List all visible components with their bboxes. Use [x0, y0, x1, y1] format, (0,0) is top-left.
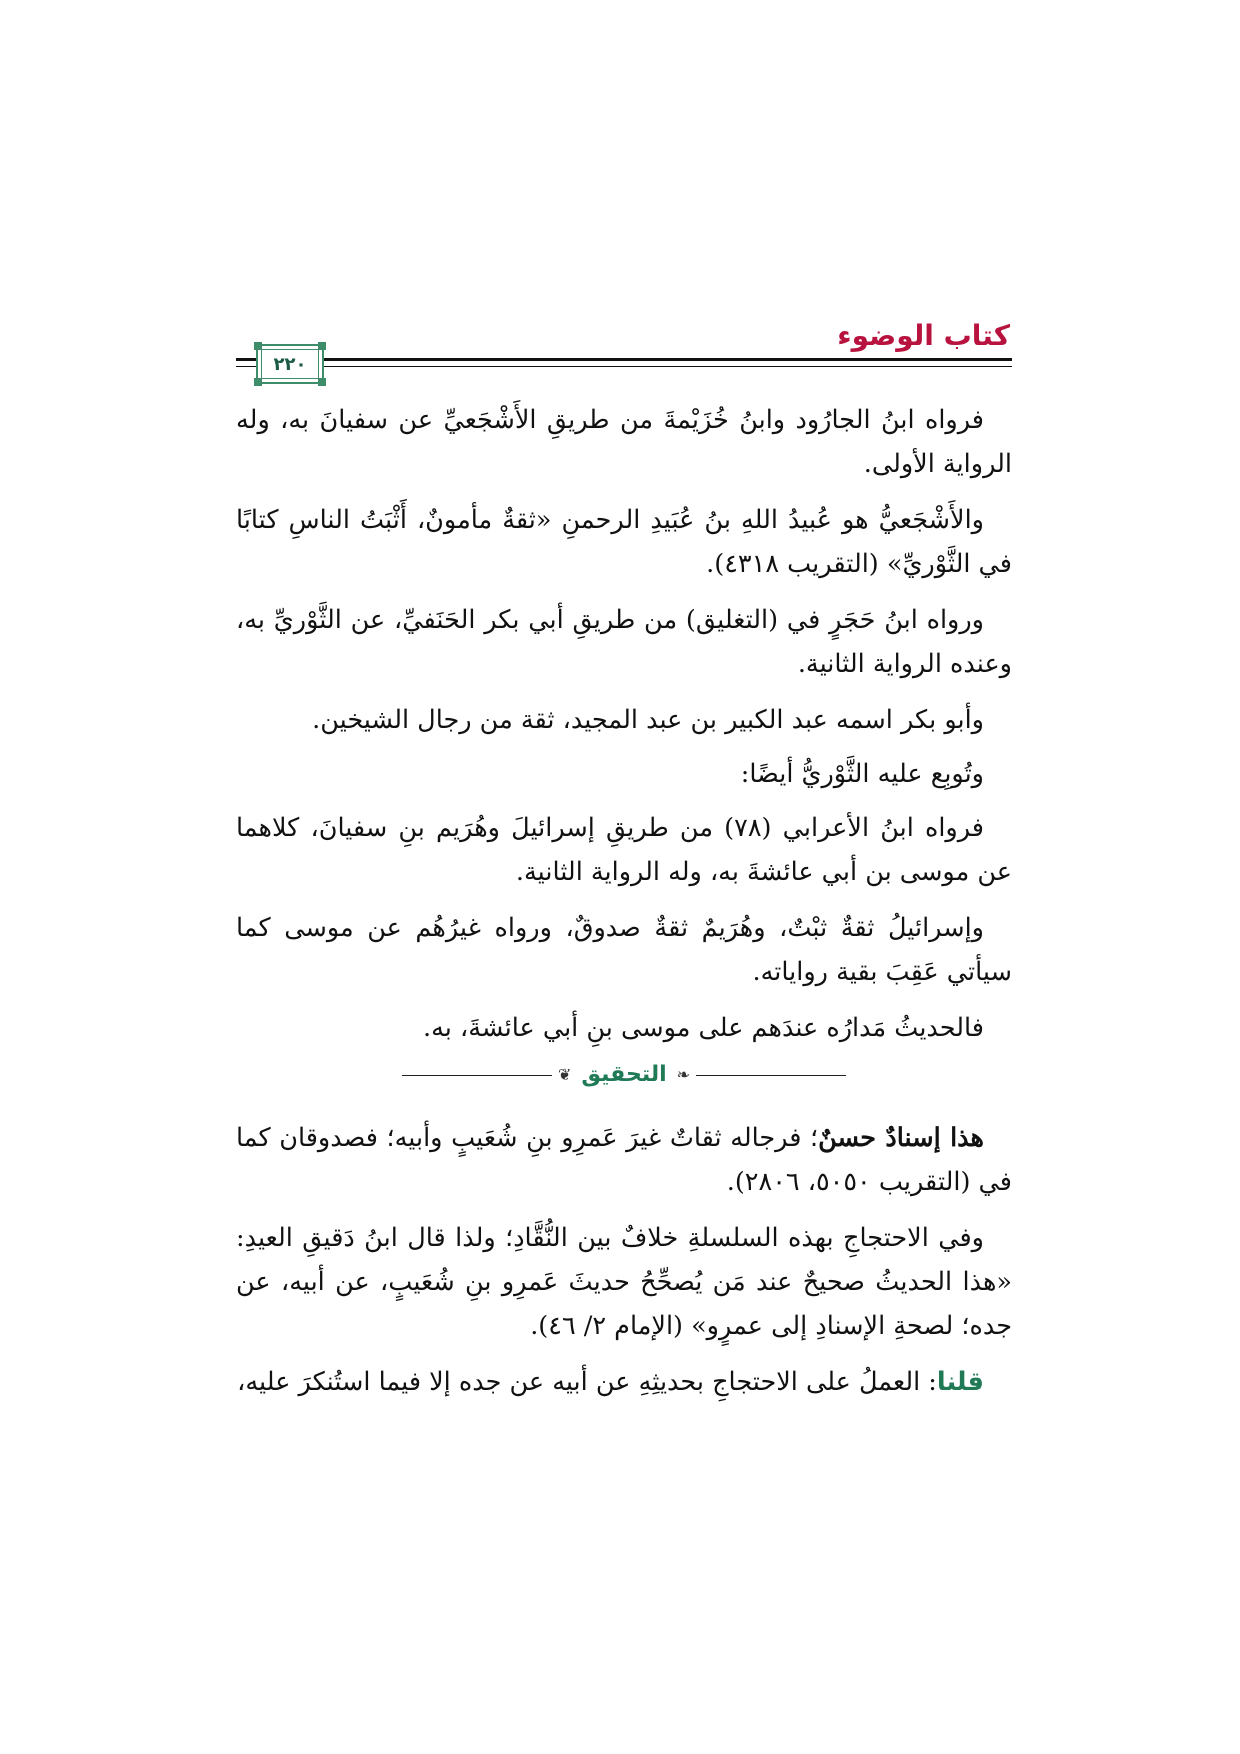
- tahqiq-paragraph: [236, 1360, 1012, 1404]
- divider-line: [402, 1075, 552, 1076]
- paragraph: وتُوبِع عليه الثَّوْريُّ أيضًا:: [740, 759, 984, 789]
- flourish-icon: ❦: [557, 1065, 572, 1084]
- section-heading: التحقيق: [581, 1062, 667, 1087]
- tahqiq-paragraph: وفي الاحتجاجِ بهذه السلسلةِ خلافٌ بين النُّقَّادِ؛ ولذا قال ابنُ دَقيقِ العيدِ: «هذا الحديثُ صحيحٌ عند مَن يُصحِّحُ حديثَ عَمرِو بنِ شُعَيبٍ، عن أبيه، عن جده؛ لصحةِ الإسنادِ إلى عمرٍو» (الإمام ٢/ ٤٦).: [236, 1223, 1012, 1341]
- paragraph: فرواه ابنُ الجارُود وابنُ خُزَيْمةَ من طريقِ الأَشْجَعيِّ عن سفيانَ به، وله الرواية الأولى.: [236, 405, 1012, 479]
- paragraph: فالحديثُ مَدارُه عندَهم على موسى بنِ أبي عائشةَ، به.: [423, 1013, 984, 1043]
- page-number-badge: [256, 344, 324, 384]
- badge-ornament-icon: [254, 378, 262, 386]
- tahqiq-paragraph: [236, 1116, 1012, 1204]
- main-text: [236, 398, 1012, 1416]
- page-header: [236, 318, 1012, 388]
- qulna-label: قلنا: [936, 1367, 984, 1397]
- paragraph: ورواه ابنُ حَجَرٍ في (التغليق) من طريقِ أبي بكر الحَنَفيِّ، عن الثَّوْريِّ به، وعنده الرواية الثانية.: [236, 605, 1012, 679]
- badge-ornament-icon: [318, 378, 326, 386]
- isnad-verdict: هذا إسنادٌ حسنٌ: [818, 1123, 984, 1153]
- section-divider: [236, 1060, 1012, 1090]
- paragraph: فرواه ابنُ الأعرابي (٧٨) من طريقِ إسرائيلَ وهُرَيم بنِ سفيانَ، كلاهما عن موسى بن أبي عائشةَ به، وله الرواية الثانية.: [236, 813, 1012, 887]
- paragraph: والأَشْجَعيُّ هو عُبيدُ اللهِ بنُ عُبَيدِ الرحمنِ «ثقةٌ مأمونٌ، أَثْبَتُ الناسِ كتابًا في الثَّوْريِّ» (التقريب ٤٣١٨).: [236, 505, 1012, 579]
- badge-ornament-icon: [318, 342, 326, 350]
- flourish-icon: ❧: [676, 1065, 691, 1084]
- paragraph: وأبو بكر اسمه عبد الكبير بن عبد المجيد، ثقة من رجال الشيخين.: [312, 705, 984, 735]
- paragraph-text: : العملُ على الاحتجاجِ بحديثِهِ عن أبيه عن جده إلا فيما استُنكرَ عليه،: [237, 1367, 937, 1397]
- page-number: ٢٢٠: [261, 349, 319, 379]
- paragraph-text: ؛ فرجاله ثقاتٌ غيرَ عَمرِو بنِ شُعَيبٍ وأبيه؛ فصدوقان كما في (التقريب ٥٠٥٠، ٢٨٠٦).: [236, 1123, 1012, 1197]
- divider-line: [696, 1075, 846, 1076]
- header-rule-thick: [236, 358, 1012, 361]
- header-rule-thin: [236, 366, 1012, 367]
- book-title: كتاب الوضوء: [837, 319, 1010, 352]
- badge-ornament-icon: [254, 342, 262, 350]
- paragraph: وإسرائيلُ ثقةٌ ثبْتٌ، وهُرَيمٌ ثقةٌ صدوقٌ، ورواه غيرُهُم عن موسى كما سيأتي عَقِبَ بقية رواياته.: [236, 913, 1012, 987]
